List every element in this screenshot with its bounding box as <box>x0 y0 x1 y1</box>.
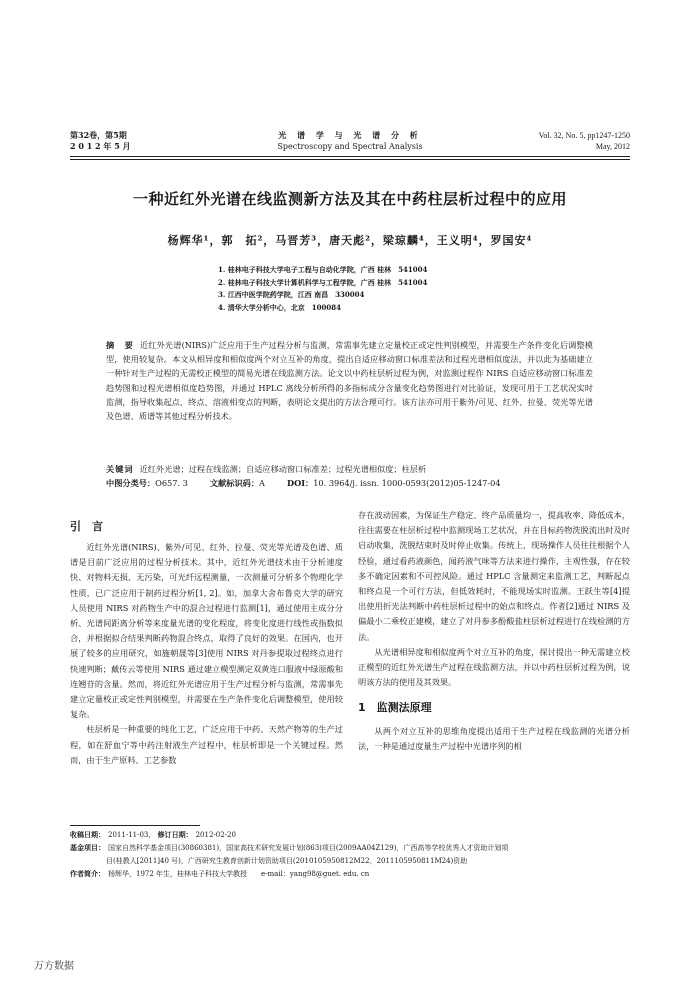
header-rule-thick <box>70 156 630 157</box>
doi-value: 10. 3964/j. issn. 1000-0593(2012)05-1247-04 <box>313 478 501 488</box>
journal-name-en: Spectroscopy and Spectral Analysis <box>277 142 423 151</box>
clc-value: O657. 3 <box>155 478 188 488</box>
received-label: 收稿日期： <box>70 831 105 839</box>
volume-issue: 第32卷，第5期 <box>70 130 127 140</box>
affiliation-2: 2. 桂林电子科技大学计算机科学与工程学院，广西 桂林 541004 <box>218 277 428 287</box>
intro-paragraph-3: 存在波动因素，为保证生产稳定、终产品质量均一，提高收率、降低成本，往往需要在柱层析过程中监测现场工艺状况，并在目标药物洗脱流出时及时启动收集，洗脱结束时及时停止收集。传统上，现场操作人员往往根据个人经验，通过看药液颜色，闻药液气味等方法来进行操作，主观性强，存在较多不确定因素和不可控风险。通过 HPLC 含量测定来监测工艺，判断起点和终点是一个可行方法，但低效耗时，不能现场实时监测。王跃生等[4]提出使用折光法判断中药柱层析过程中的始点和终点。作者[2]通过 NIRS 及偏最小二乘校正建模，建立了对丹参多酚酸盐柱层析过程进行在线检测的方法。 <box>358 510 630 642</box>
revised-label: 修订日期： <box>157 831 193 839</box>
issue-date-en: May, 2012 <box>595 142 630 151</box>
affiliations <box>218 264 427 314</box>
intro-paragraph-2: 柱层析是一种重要的纯化工艺，广泛应用于中药、天然产物等的生产过程，如在舒血宁等中药注射液生产过程中，柱层析即是一个关键过程。然而，由于生产原料、工艺参数 <box>70 724 343 765</box>
intro-heading: 引 言 <box>70 520 103 533</box>
affiliation-1: 1. 桂林电子科技大学电子工程与自动化学院，广西 桂林 541004 <box>218 265 428 274</box>
clc-label: 中图分类号： <box>106 478 156 488</box>
keywords-label: 关键词 <box>106 464 134 474</box>
section-1-paragraph: 从两个对立互补的思维角度提出适用于生产过程在线监测的光谱分析法，一种是通过度量生产过程中光谱序列的相 <box>358 725 630 751</box>
funding-line-cont: 目(桂教人[2011]40 号)，广西研究生教育创新计划资助项目(2010105950812M22，2011105950811M24)资助 <box>106 857 468 865</box>
intro-paragraph-1: 近红外光谱(NIRS)、紫外/可见、红外、拉曼、荧光等光谱及色谱、质谱是目前广泛应用的过程分析技术。其中，近红外光谱技术由于分析速度快、对物料无损、无污染，可光纤远程测量，一次测量可分析多个物理化学性质，已广泛应用于制药过程分析[1, 2]。如，加拿大舍布鲁克大学的研究人员使用 NIRS 对药物生产中的混合过程进行监测[1]，通过使用主成分分析、光谱间距离分析等来度量光谱的变化程度，将变化度进行线性或指数拟合，并根据拟合结果判断药物混合终点，取得了良好的效果。在国内，也开展了较多的应用研究，如施朝晟等[3]使用 NIRS 对丹参提取过程终点进行快速判断；戴传云等使用 NIRS 通过建立模型测定双黄连口服液中绿原酸和连翘苷的含量。然而，将近红外光谱应用于生产过程分析与监测，常需事先建立定量校正或定性判别模型，并需要在生产条件变化后调整模型，使用较复杂。 <box>70 542 344 720</box>
funding-label: 基金项目： <box>70 844 105 852</box>
footnotes <box>70 829 630 881</box>
author-bio-text: 杨辉华，1972 年生，桂林电子科技大学教授 e-mail：yang98@guet. edu. cn <box>108 870 370 878</box>
author-list: 杨辉华¹，郭 拓²，马晋芳³，唐天彪²，梁琼麟⁴，王义明⁴，罗国安⁴ <box>167 234 533 247</box>
abstract-text: 近红外光谱(NIRS)广泛应用于生产过程分析与监测，常需事先建立定量校正或定性判别模型，并需要生产条件变化后调整模型，使用较复杂。本文从相异度和相似度两个对立互补的角度，提出自适应移动窗口标准差法和过程光谱相似度法，并以此为基础建立一种针对生产过程的无需校正模型的简易光谱在线监测方法。论文以中药柱层析过程为例，对监测过程作 NIRS 自适应移动窗口标准差趋势图和过程光谱相似度趋势图，并通过 HPLC 离线分析所得的多指标成分含量变化趋势图进行对比验证，发现可用于工艺状况实时监测，指导收集起点、终点、溶液相变点的判断，表明论文提出的方法合理可行。该方法亦可用于紫外/可见、红外、拉曼、荧光等光谱及色谱、质谱等其他过程分析技术。 <box>106 340 593 422</box>
intro-paragraph-4: 从光谱相异度和相似度两个对立互补的角度，探讨提出一种无需建立校正模型的近红外光谱生产过程在线监测方法，并以中药柱层析过程为例，说明该方法的使用及其效果。 <box>358 646 630 688</box>
paper-title: 一种近红外光谱在线监测新方法及其在中药柱层析过程中的应用 <box>132 190 567 208</box>
affiliation-3: 3. 江西中医学院药学院，江西 南昌 330004 <box>218 290 365 299</box>
journal-header <box>70 130 630 154</box>
doc-code-value: A <box>259 478 265 488</box>
volume-pages <box>539 130 630 152</box>
issue-date: 2 0 1 2 年 5 月 <box>70 141 131 151</box>
section-1-heading: 1 监测法原理 <box>358 701 432 715</box>
author-bio-line <box>70 868 630 881</box>
wanfang-watermark: 万方数据 <box>34 961 74 972</box>
footnote-rule <box>70 825 200 826</box>
revised-date: 2012-02-20 <box>195 831 236 839</box>
affiliation-4: 4. 清华大学分析中心，北京 100084 <box>218 302 341 312</box>
abstract-label: 摘 要 <box>106 340 134 350</box>
journal-name-cn: 光 谱 学 与 光 谱 分 析 <box>278 130 422 140</box>
abstract <box>106 338 593 423</box>
funding-text-1: 国家自然科学基金项目(30860381)，国家高技术研究发展计划(863)项目(2009AA04Z129)，广西高等学校优秀人才资助计划项 <box>108 844 509 852</box>
right-column <box>358 508 630 754</box>
received-date: 2011-11-03， <box>108 831 156 839</box>
funding-line <box>70 842 630 855</box>
keywords-text: 近红外光谱；过程在线监测；自适应移动窗口标准差；过程光谱相似度；柱层析 <box>139 464 427 474</box>
left-column <box>70 540 343 768</box>
doi-label: DOI： <box>286 478 314 488</box>
classification-line <box>106 476 593 490</box>
author-bio-label: 作者简介： <box>70 870 105 878</box>
received-line <box>70 829 630 842</box>
keywords <box>106 462 593 476</box>
doc-code-label: 文献标识码： <box>209 478 260 488</box>
header-rule-thin <box>70 159 630 160</box>
volume-pages-line: Vol. 32, No. 5, pp1247-1250 <box>538 131 630 140</box>
